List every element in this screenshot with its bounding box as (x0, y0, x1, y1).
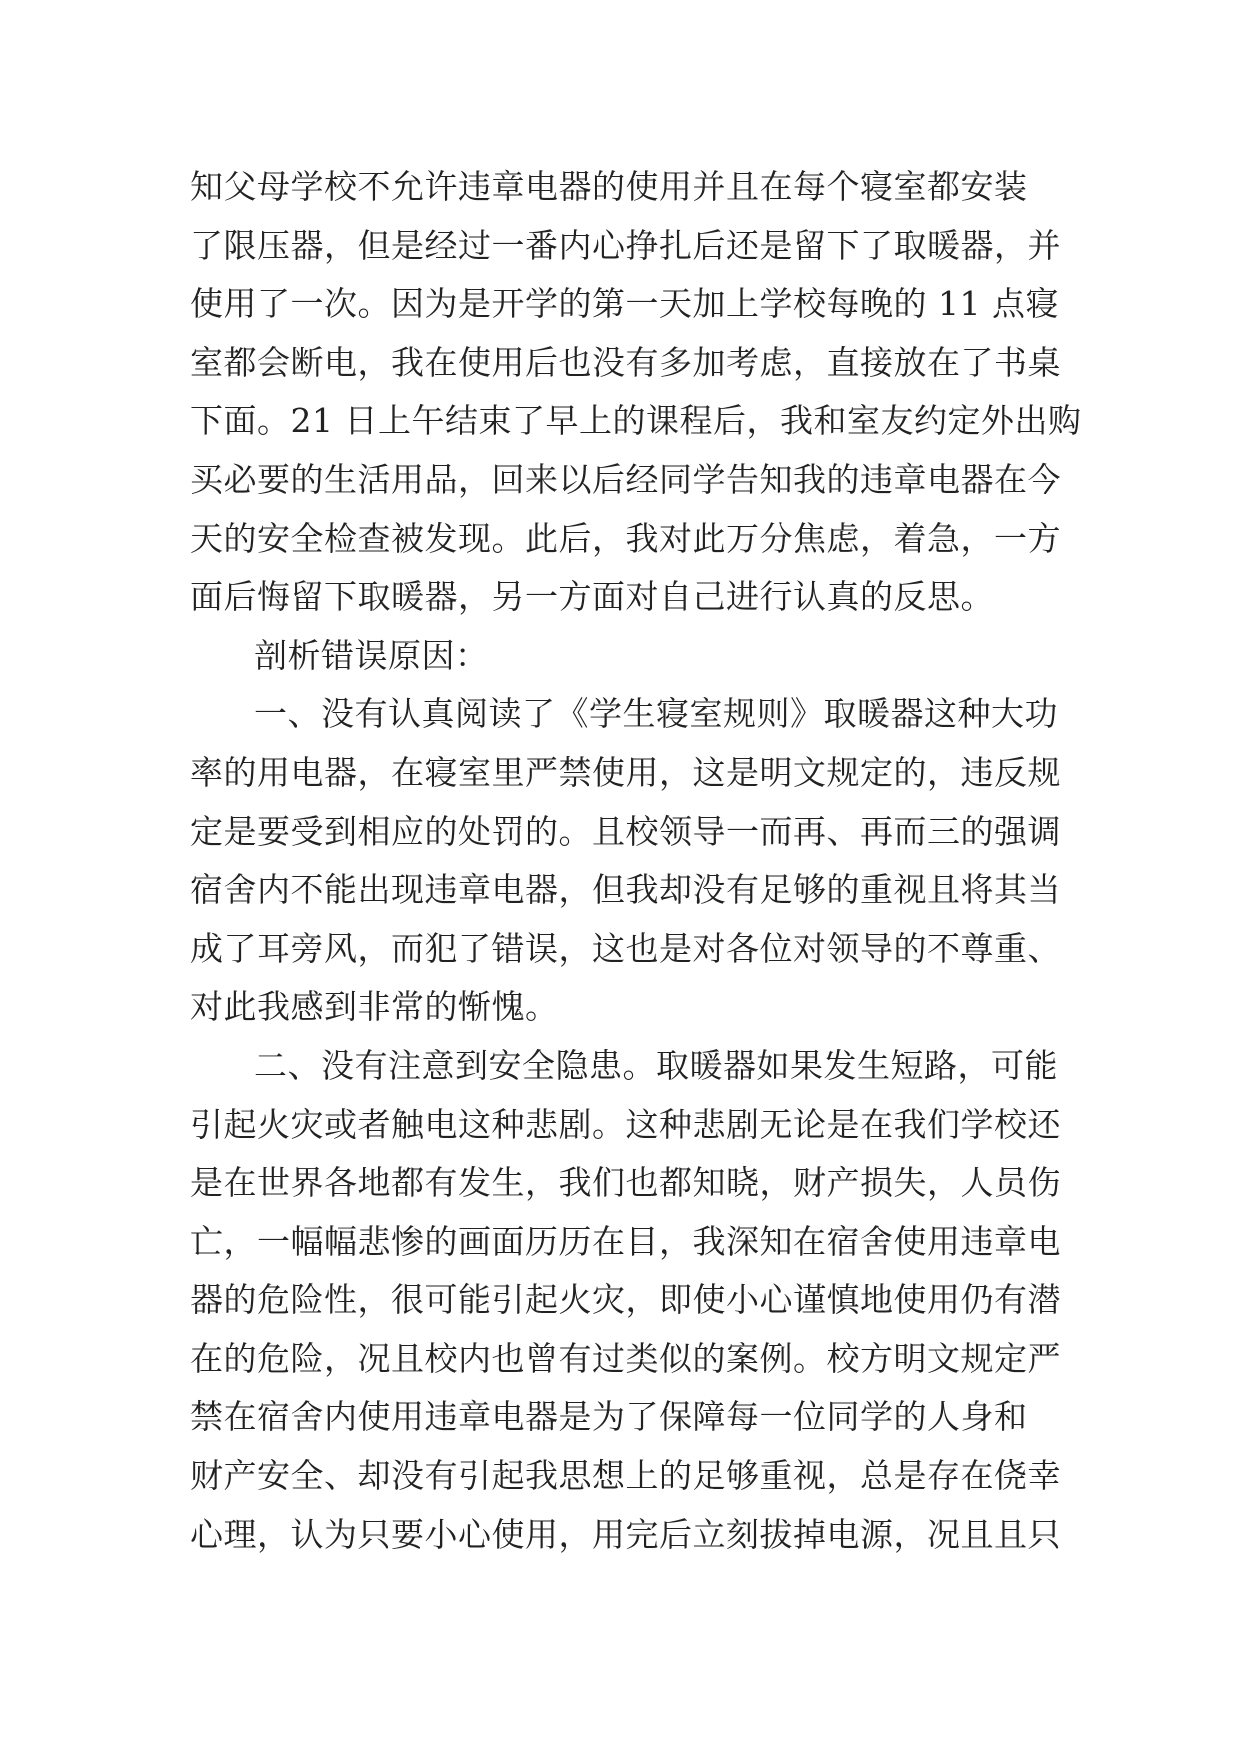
text-line: 面后悔留下取暖器，另一方面对自己进行认真的反思。 (190, 577, 994, 617)
text-line: 器的危险性，很可能引起火灾，即使小心谨慎地使用仍有潜 (190, 1280, 1061, 1320)
text-line: 成了耳旁风，而犯了错误，这也是对各位对领导的不尊重、 (190, 928, 1061, 968)
text-line: 使用了一次。因为是开学的第一天加上学校每晚的 11 点寝 (190, 284, 1059, 324)
text-line: 一、没有认真阅读了《学生寝室规则》取暖器这种大功 (254, 694, 1058, 734)
text-line: 亡，一幅幅悲惨的画面历历在目，我深知在宿舍使用违章电 (190, 1221, 1061, 1261)
text-line: 引起火灾或者触电这种悲剧。这种悲剧无论是在我们学校还 (190, 1104, 1061, 1144)
text-line: 买必要的生活用品，回来以后经同学告知我的违章电器在今 (190, 459, 1061, 499)
text-line: 天的安全检查被发现。此后，我对此万分焦虑，着急，一方 (190, 518, 1061, 558)
text-line: 率的用电器，在寝室里严禁使用，这是明文规定的，违反规 (190, 752, 1061, 792)
text-line: 禁在宿舍内使用违章电器是为了保障每一位同学的人身和 (190, 1397, 1028, 1437)
text-line: 在的危险，况且校内也曾有过类似的案例。校方明文规定严 (190, 1338, 1061, 1378)
text-line: 心理，认为只要小心使用，用完后立刻拔掉电源，况且且只 (190, 1514, 1061, 1554)
text-line: 知父母学校不允许违章电器的使用并且在每个寝室都安装 (190, 167, 1028, 206)
text-line: 室都会断电，我在使用后也没有多加考虑，直接放在了书桌 (190, 342, 1061, 382)
text-line: 了限压器，但是经过一番内心挣扎后还是留下了取暖器，并 (190, 225, 1061, 265)
text-line: 对此我感到非常的惭愧。 (190, 987, 559, 1027)
text-line: 二、没有注意到安全隐患。取暖器如果发生短路，可能 (254, 1045, 1058, 1085)
text-line: 财产安全、却没有引起我思想上的足够重视，总是存在侥幸 (190, 1456, 1061, 1496)
document-body (190, 158, 1082, 1564)
text-line: 剖析错误原因： (254, 635, 489, 675)
text-line: 是在世界各地都有发生，我们也都知晓，财产损失，人员伤 (190, 1163, 1061, 1203)
text-line: 定是要受到相应的处罚的。且校领导一而再、再而三的强调 (190, 811, 1061, 851)
text-line: 宿舍内不能出现违章电器，但我却没有足够的重视且将其当 (190, 870, 1061, 910)
text-line: 下面。21 日上午结束了早上的课程后，我和室友约定外出购 (190, 401, 1082, 441)
